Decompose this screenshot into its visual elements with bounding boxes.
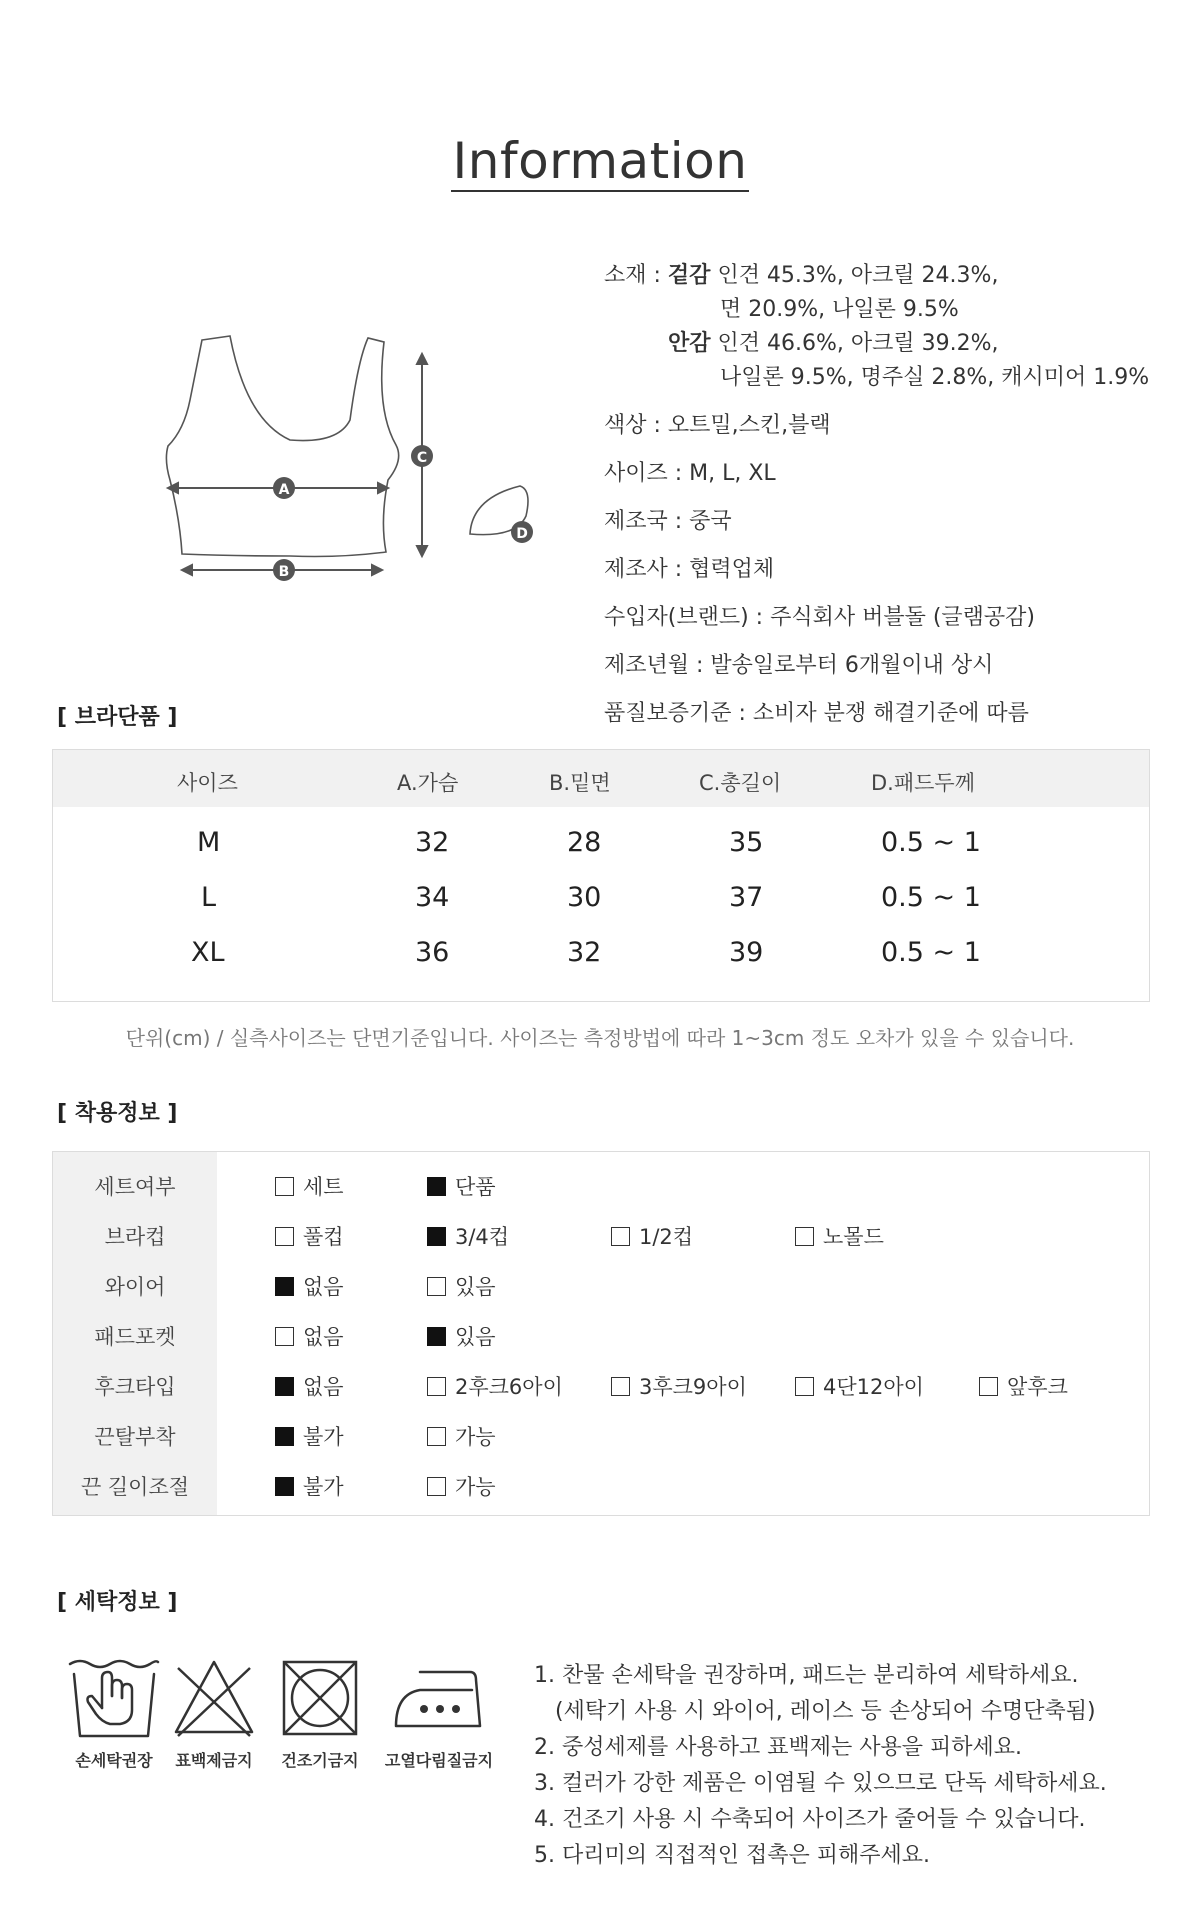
material-line-3: 안감 인견 46.6%, 아크릴 39.2%,	[668, 331, 999, 356]
checkbox-checked-icon	[427, 1327, 446, 1346]
wear-label-strap-adjust: 끈 길이조절	[80, 1475, 190, 1499]
label-a: A	[278, 482, 290, 498]
material-line-1: 소재 : 겉감 인견 45.3%, 아크릴 24.3%,	[604, 263, 999, 288]
wear-label-strap-detach: 끈탈부착	[94, 1425, 176, 1449]
wear-label-wire: 와이어	[104, 1275, 166, 1299]
checkbox-icon	[611, 1227, 630, 1246]
label-c: C	[416, 450, 428, 466]
table-cell: L	[201, 882, 217, 913]
hand-wash-label: 손세탁권장	[75, 1751, 153, 1770]
hand-wash-icon	[66, 1656, 162, 1740]
no-tumble-dry-label: 건조기금지	[281, 1751, 359, 1770]
option-wire-none: 없음	[275, 1271, 344, 1301]
option-hook-front: 앞후크	[979, 1371, 1068, 1401]
col-header-chest: A.가슴	[397, 771, 459, 795]
page-title: Information	[452, 132, 748, 190]
option-detach-yes: 가능	[427, 1421, 496, 1451]
option-set: 세트	[275, 1171, 344, 1201]
col-header-length: C.총길이	[699, 771, 782, 795]
table-cell: 28	[567, 827, 602, 858]
table-cell: M	[197, 827, 221, 858]
option-detach-no: 불가	[275, 1421, 344, 1451]
checkbox-checked-icon	[427, 1227, 446, 1246]
option-hook-3: 3후크9아이	[611, 1371, 747, 1401]
no-bleach-label: 표백제금지	[175, 1751, 253, 1770]
table-cell: 30	[567, 882, 602, 913]
option-full-cup: 풀컵	[275, 1221, 344, 1251]
table-cell: 0.5 ~ 1	[881, 882, 981, 913]
table-cell: 0.5 ~ 1	[881, 827, 981, 858]
option-adjust-no: 불가	[275, 1471, 344, 1501]
label-b: B	[278, 564, 290, 580]
checkbox-icon	[795, 1227, 814, 1246]
info-country: 제조국 : 중국	[604, 509, 732, 534]
wash-instruction-3: 3. 컬러가 강한 제품은 이염될 수 있으므로 단독 세탁하세요.	[534, 1771, 1107, 1796]
label-d: D	[516, 526, 528, 542]
wash-instruction-1-note: (세탁기 사용 시 와이어, 레이스 등 손상되어 수명단축됨)	[534, 1699, 1096, 1724]
info-importer: 수입자(브랜드) : 주식회사 버블돌 (글램공감)	[604, 605, 1036, 630]
checkbox-checked-icon	[275, 1477, 294, 1496]
table-cell: 32	[567, 937, 602, 968]
info-color: 색상 : 오트밀,스킨,블랙	[604, 413, 831, 438]
bra-outline	[166, 336, 398, 557]
wash-instruction-4: 4. 건조기 사용 시 수축되어 사이즈가 줄어들 수 있습니다.	[534, 1807, 1086, 1832]
option-three-quarter-cup: 3/4컵	[427, 1221, 509, 1251]
table-cell: 36	[415, 937, 450, 968]
size-note: 단위(cm) / 실측사이즈는 단면기준입니다. 사이즈는 측정방법에 따라 1~3cm 정도 오차가 있을 수 있습니다.	[125, 1026, 1075, 1050]
table-cell: XL	[191, 937, 225, 968]
no-bleach-icon	[172, 1656, 256, 1740]
low-iron-icon	[390, 1664, 486, 1734]
wear-label-set: 세트여부	[94, 1175, 176, 1199]
checkbox-icon	[427, 1427, 446, 1446]
table-cell: 32	[415, 827, 450, 858]
checkbox-checked-icon	[427, 1177, 446, 1196]
info-maker: 제조사 : 협력업체	[604, 557, 775, 582]
checkbox-icon	[795, 1377, 814, 1396]
wear-label-pad-pocket: 패드포켓	[94, 1325, 176, 1349]
wear-label-cup: 브라컵	[104, 1225, 166, 1249]
bra-diagram	[150, 320, 570, 590]
option-wire-yes: 있음	[427, 1271, 496, 1301]
table-cell: 35	[729, 827, 764, 858]
checkbox-icon	[427, 1377, 446, 1396]
option-adjust-yes: 가능	[427, 1471, 496, 1501]
size-heading: [ 브라단품 ]	[57, 705, 178, 730]
checkbox-icon	[275, 1227, 294, 1246]
wear-label-hook: 후크타입	[94, 1375, 176, 1399]
col-header-pad: D.패드두께	[871, 771, 975, 795]
low-iron-label: 고열다림질금지	[384, 1751, 494, 1770]
wash-heading: [ 세탁정보 ]	[57, 1590, 178, 1615]
checkbox-icon	[979, 1377, 998, 1396]
checkbox-icon	[275, 1327, 294, 1346]
info-size: 사이즈 : M, L, XL	[604, 461, 776, 486]
option-hook-4: 4단12아이	[795, 1371, 924, 1401]
table-cell: 34	[415, 882, 450, 913]
option-half-cup: 1/2컵	[611, 1221, 693, 1251]
size-table	[52, 749, 1150, 1002]
wash-instruction-1: 1. 찬물 손세탁을 권장하며, 패드는 분리하여 세탁하세요.	[534, 1663, 1079, 1688]
checkbox-checked-icon	[275, 1377, 294, 1396]
info-date: 제조년월 : 발송일로부터 6개월이내 상시	[604, 653, 994, 678]
checkbox-icon	[427, 1277, 446, 1296]
option-single: 단품	[427, 1171, 496, 1201]
checkbox-checked-icon	[275, 1277, 294, 1296]
checkbox-icon	[427, 1477, 446, 1496]
option-pocket-none: 없음	[275, 1321, 344, 1351]
option-hook-none: 없음	[275, 1371, 344, 1401]
material-line-2: 면 20.9%, 나일론 9.5%	[720, 297, 959, 322]
no-tumble-dry-icon	[278, 1656, 362, 1740]
wash-instruction-2: 2. 중성세제를 사용하고 표백제는 사용을 피하세요.	[534, 1735, 1022, 1760]
checkbox-checked-icon	[275, 1427, 294, 1446]
checkbox-icon	[611, 1377, 630, 1396]
col-header-size: 사이즈	[177, 771, 238, 795]
table-cell: 37	[729, 882, 764, 913]
table-cell: 39	[729, 937, 764, 968]
checkbox-icon	[275, 1177, 294, 1196]
option-pocket-yes: 있음	[427, 1321, 496, 1351]
option-no-mold: 노몰드	[795, 1221, 884, 1251]
wear-table	[52, 1151, 1150, 1516]
info-quality: 품질보증기준 : 소비자 분쟁 해결기준에 따름	[604, 701, 1029, 726]
table-cell: 0.5 ~ 1	[881, 937, 981, 968]
material-line-4: 나일론 9.5%, 명주실 2.8%, 캐시미어 1.9%	[720, 365, 1150, 390]
wash-instruction-5: 5. 다리미의 직접적인 접촉은 피해주세요.	[534, 1843, 930, 1868]
wear-heading: [ 착용정보 ]	[57, 1101, 178, 1126]
option-hook-2: 2후크6아이	[427, 1371, 563, 1401]
col-header-bottom: B.밑면	[549, 771, 611, 795]
